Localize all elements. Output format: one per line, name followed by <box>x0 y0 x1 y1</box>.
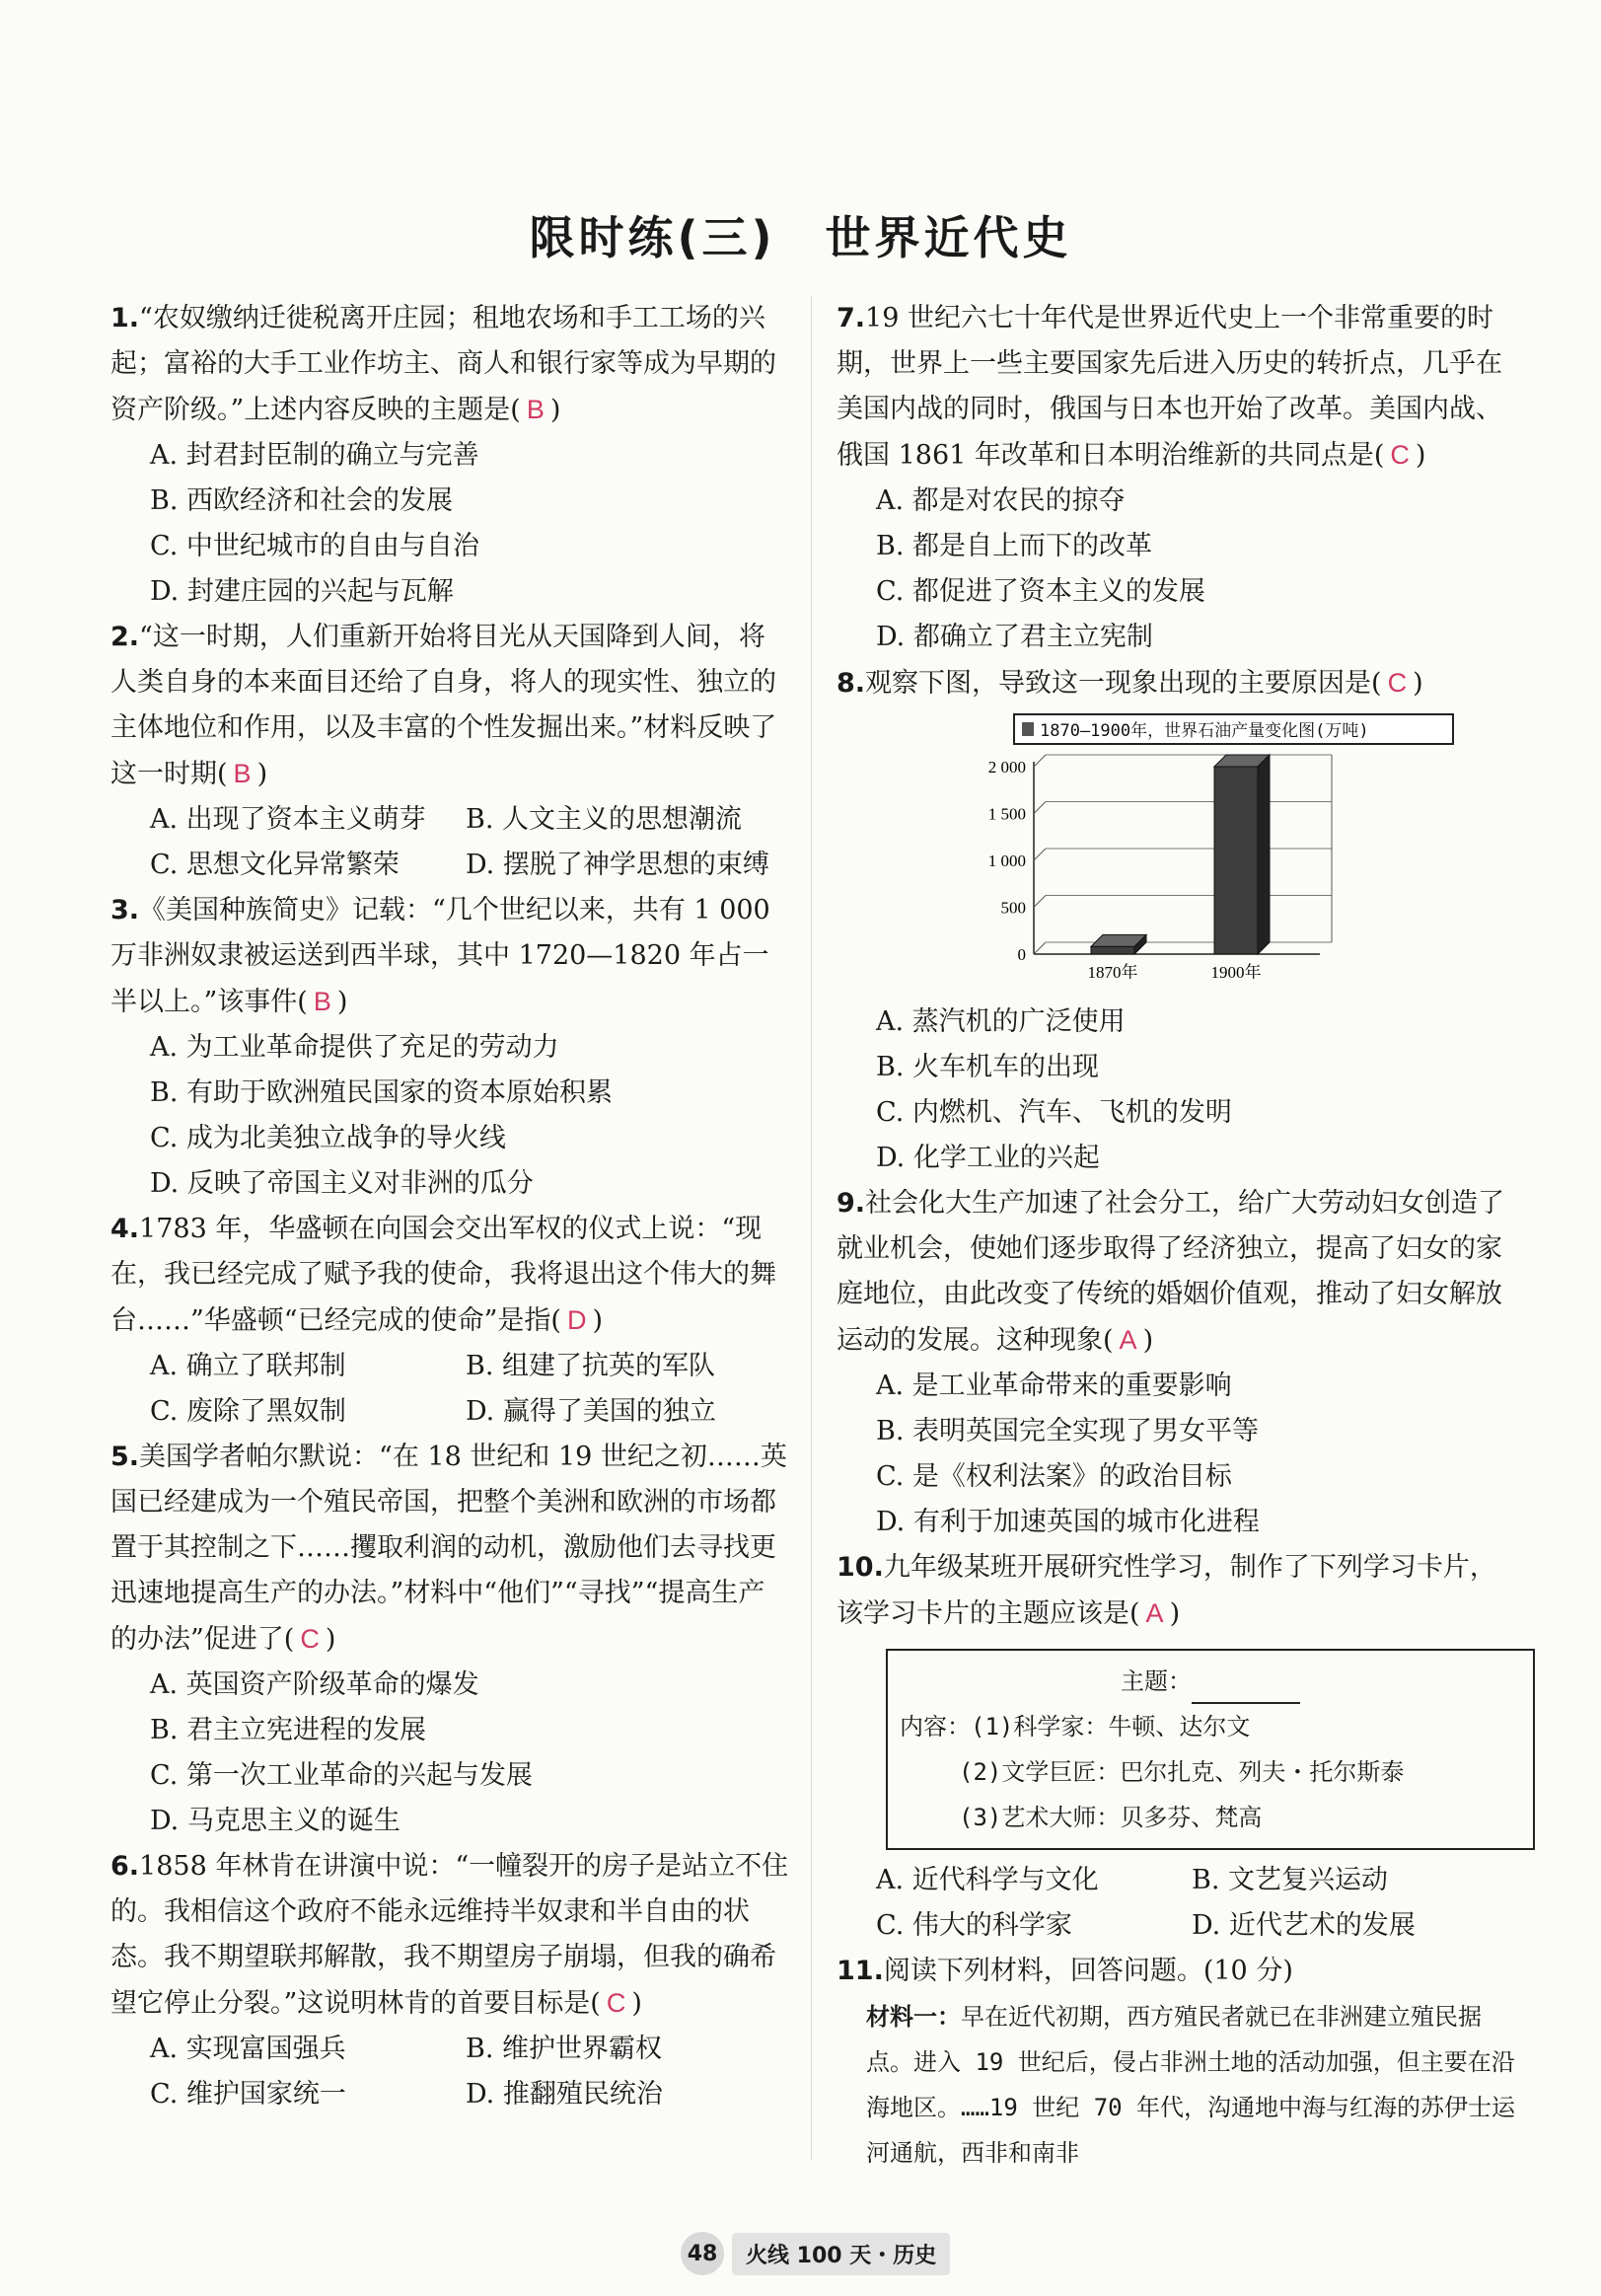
option[interactable]: B. 表明英国完全实现了男女平等 <box>876 1416 1260 1446</box>
column-divider <box>811 296 812 2161</box>
question-8 <box>837 660 1517 706</box>
option[interactable]: D. 赢得了美国的独立 <box>466 1396 716 1427</box>
option[interactable]: B. 都是自上而下的改革 <box>876 531 1153 561</box>
legend-swatch <box>1022 722 1034 736</box>
option[interactable]: C. 是《权利法案》的政治目标 <box>876 1461 1232 1492</box>
option-row <box>110 1344 791 1389</box>
option-row <box>837 1858 1517 1903</box>
card-topic-blank[interactable] <box>1192 1674 1300 1704</box>
option-row <box>110 1389 791 1435</box>
x-tick-label: 1900年 <box>1210 963 1262 979</box>
answer-mark: C <box>606 1988 626 2018</box>
option[interactable]: B. 人文主义的思想潮流 <box>466 804 743 835</box>
answer-mark: C <box>300 1624 320 1654</box>
option[interactable]: C. 维护国家统一 <box>150 2079 346 2110</box>
question-10 <box>837 1545 1517 1637</box>
option[interactable]: C. 思想文化异常繁荣 <box>150 850 400 880</box>
option[interactable]: C. 伟大的科学家 <box>876 1910 1072 1941</box>
card-topic-label: 主题： <box>1121 1667 1192 1695</box>
question-number: 3. <box>110 895 140 926</box>
question-stem: 1783 年，华盛顿在向国会交出军权的仪式上说：“现在，我已经完成了赋予我的使命，我将退出这个伟大的舞台……”华盛顿“已经完成的使命”是指( <box>110 1214 776 1336</box>
y-tick-label: 0 <box>1017 945 1026 964</box>
answer-close-paren: ) <box>631 1988 642 2019</box>
option[interactable]: C. 废除了黑奴制 <box>150 1396 346 1427</box>
question-number: 1. <box>110 303 140 333</box>
option[interactable]: C. 都促进了资本主义的发展 <box>876 576 1205 607</box>
option[interactable]: A. 英国资产阶级革命的爆发 <box>150 1669 479 1700</box>
x-tick-label: 1870年 <box>1087 963 1138 979</box>
answer-mark: B <box>313 987 331 1016</box>
answer-close-paren: ) <box>1415 440 1426 471</box>
option[interactable]: B. 火车机车的出现 <box>876 1052 1100 1082</box>
y-tick-label: 2 000 <box>987 758 1026 777</box>
answer-mark: A <box>1119 1325 1137 1355</box>
question-11 <box>837 1949 1517 1994</box>
option[interactable]: D. 近代艺术的发展 <box>1192 1910 1416 1941</box>
option[interactable]: A. 近代科学与文化 <box>876 1865 1099 1895</box>
bar-side <box>1258 755 1270 954</box>
card-content-line: 内容：(1)科学家：牛顿、达尔文 <box>900 1713 1251 1741</box>
option[interactable]: D. 马克思主义的诞生 <box>150 1806 400 1836</box>
material-passage <box>837 1994 1517 2176</box>
gridline-diag <box>1034 755 1046 767</box>
question-9 <box>837 1181 1517 1364</box>
question-stem: 1858 年林肯在讲演中说：“一幢裂开的房子是站立不住的。我相信这个政府不能永远维持半奴隶和半自由的状态。我不期望联邦解散，我不期望房子崩塌，但我的确希望它停止分裂。”这说明林肯的首要目标是( <box>110 1851 789 2019</box>
answer-mark: B <box>233 759 252 788</box>
option[interactable]: C. 内燃机、汽车、飞机的发明 <box>876 1097 1232 1128</box>
option[interactable]: A. 实现富国强兵 <box>150 2034 346 2064</box>
answer-mark: D <box>566 1305 587 1335</box>
option[interactable]: B. 君主立宪进程的发展 <box>150 1715 427 1745</box>
option-row <box>110 2072 791 2117</box>
bar <box>1214 767 1258 954</box>
question-number: 8. <box>837 668 866 699</box>
option[interactable]: D. 摆脱了神学思想的束缚 <box>466 850 769 880</box>
gridline-diag <box>1034 942 1046 954</box>
answer-close-paren: ) <box>256 759 268 789</box>
question-number: 10. <box>837 1552 884 1583</box>
question-stem: “农奴缴纳迁徙税离开庄园；租地农场和手工工场的兴起；富裕的大手工业作坊主、商人和银行家等成为早期的资产阶级。”上述内容反映的主题是( <box>110 303 776 425</box>
option-row <box>110 797 791 843</box>
question-number: 5. <box>110 1442 140 1472</box>
option-row <box>110 2027 791 2072</box>
left-column <box>110 296 791 2117</box>
option[interactable]: C. 第一次工业革命的兴起与发展 <box>150 1760 533 1791</box>
answer-mark: A <box>1145 1598 1164 1628</box>
card-content-line: (3)艺术大师：贝多芬、梵高 <box>959 1804 1263 1831</box>
y-tick-label: 500 <box>1000 898 1026 918</box>
right-column <box>837 296 1517 2176</box>
gridline-diag <box>1034 849 1046 860</box>
answer-close-paren: ) <box>549 395 561 425</box>
bar-chart <box>965 712 1458 979</box>
option[interactable]: D. 化学工业的兴起 <box>876 1143 1100 1173</box>
option[interactable]: C. 成为北美独立战争的导火线 <box>150 1123 506 1153</box>
answer-close-paren: ) <box>1169 1598 1181 1629</box>
question-number: 9. <box>837 1188 866 1219</box>
card-topic-row <box>900 1659 1521 1704</box>
answer-mark: C <box>1390 440 1410 470</box>
option[interactable]: B. 有助于欧洲殖民国家的资本原始积累 <box>150 1077 614 1108</box>
question-4 <box>110 1207 791 1344</box>
question-number: 11. <box>837 1956 884 1986</box>
material-text: 早在近代初期，西方殖民者就已在非洲建立殖民据点。进入 19 世纪后，侵占非洲土地的活动加强，但主要在沿海地区。……19 世纪 70 年代，沟通地中海与红海的苏伊士运河通航，西非和南非 <box>866 2003 1516 2167</box>
question-1 <box>110 296 791 433</box>
answer-mark: C <box>1387 668 1408 698</box>
question-stem: 阅读下列材料，回答问题。(10 分) <box>883 1956 1293 1986</box>
material-label: 材料一： <box>866 2003 961 2031</box>
chart-title: 1870—1900年，世界石油产量变化图(万吨) <box>1040 721 1369 741</box>
question-number: 7. <box>837 303 866 333</box>
option[interactable]: A. 都是对农民的掠夺 <box>876 485 1126 516</box>
answer-close-paren: ) <box>1142 1325 1154 1356</box>
option[interactable]: B. 西欧经济和社会的发展 <box>150 485 454 516</box>
option[interactable]: A. 确立了联邦制 <box>150 1351 346 1381</box>
question-number: 4. <box>110 1214 140 1244</box>
question-5 <box>110 1435 791 1663</box>
question-6 <box>110 1844 791 2027</box>
question-stem: 美国学者帕尔默说：“在 18 世纪和 19 世纪之初……英国已经建成为一个殖民帝国，把整个美洲和欧洲的市场都置于其控制之下……攫取利润的动机，激励他们去寻找更迅速地提高生产的办法。”材料中“他们”“寻找”“提高生产的办法”促进了( <box>110 1442 787 1655</box>
option[interactable]: A. 是工业革命带来的重要影响 <box>876 1370 1232 1401</box>
option[interactable]: A. 为工业革命提供了充足的劳动力 <box>150 1032 559 1063</box>
question-number: 6. <box>110 1851 140 1882</box>
book-brand: 火线 100 天・历史 <box>732 2233 950 2275</box>
question-number: 2. <box>110 622 140 652</box>
option[interactable]: D. 都确立了君主立宪制 <box>876 622 1153 652</box>
study-card <box>886 1649 1535 1850</box>
option-row <box>110 843 791 888</box>
question-stem: 观察下图，导致这一现象出现的主要原因是( <box>865 668 1382 699</box>
page-title: 限时练(三) 世界近代史 <box>529 211 1072 264</box>
option[interactable]: B. 维护世界霸权 <box>466 2034 663 2064</box>
answer-close-paren: ) <box>325 1624 336 1655</box>
gridline-diag <box>1034 896 1046 908</box>
question-7 <box>837 296 1517 479</box>
answer-close-paren: ) <box>1413 668 1423 699</box>
option[interactable]: D. 封建庄园的兴起与瓦解 <box>150 576 454 607</box>
question-stem: 《美国种族简史》记载：“几个世纪以来，共有 1 000 万非洲奴隶被运送到西半球，其中 1720—1820 年占一半以上。”该事件( <box>110 895 770 1017</box>
option[interactable]: A. 出现了资本主义萌芽 <box>150 804 426 835</box>
option[interactable]: A. 封君封臣制的确立与完善 <box>150 440 479 471</box>
question-stem: 社会化大生产加速了社会分工，给广大劳动妇女创造了就业机会，使她们逐步取得了经济独立，提高了妇女的家庭地位，由此改变了传统的婚姻价值观，推动了妇女解放运动的发展。这种现象( <box>837 1188 1505 1356</box>
answer-close-paren: ) <box>592 1305 603 1336</box>
option[interactable]: D. 推翻殖民统治 <box>466 2079 663 2110</box>
option[interactable]: A. 蒸汽机的广泛使用 <box>876 1006 1126 1037</box>
bar <box>1091 946 1134 954</box>
option[interactable]: D. 反映了帝国主义对非洲的瓜分 <box>150 1168 534 1199</box>
oil-output-chart <box>965 712 1458 994</box>
gridline-diag <box>1034 802 1046 814</box>
question-stem: “这一时期，人们重新开始将目光从天国降到人间，将人类自身的本来面目还给了自身，将人的现实性、独立的主体地位和作用，以及丰富的个性发掘出来。”材料反映了这一时期( <box>110 622 777 789</box>
question-stem: 九年级某班开展研究性学习，制作了下列学习卡片，该学习卡片的主题应该是( <box>837 1552 1496 1629</box>
page-number: 48 <box>681 2232 724 2275</box>
question-3 <box>110 888 791 1025</box>
question-stem: 19 世纪六七十年代是世界近代史上一个非常重要的时期，世界上一些主要国家先后进入历史的转折点，几乎在美国内战的同时，俄国与日本也开始了改革。美国内战、俄国 1861 年改革和日本明治维新的共同点是( <box>837 303 1502 471</box>
answer-close-paren: ) <box>336 987 348 1017</box>
option-row <box>837 1903 1517 1949</box>
option[interactable]: D. 有利于加速英国的城市化进程 <box>876 1507 1260 1537</box>
option[interactable]: B. 文艺复兴运动 <box>1192 1865 1389 1895</box>
card-content-line: (2)文学巨匠：巴尔扎克、列夫・托尔斯泰 <box>959 1758 1405 1786</box>
answer-mark: B <box>526 395 545 424</box>
option[interactable]: B. 组建了抗英的军队 <box>466 1351 716 1381</box>
question-2 <box>110 615 791 797</box>
option[interactable]: C. 中世纪城市的自由与自治 <box>150 531 479 561</box>
y-tick-label: 1 500 <box>987 804 1026 824</box>
y-tick-label: 1 000 <box>987 852 1026 870</box>
page-footer <box>681 2232 950 2275</box>
